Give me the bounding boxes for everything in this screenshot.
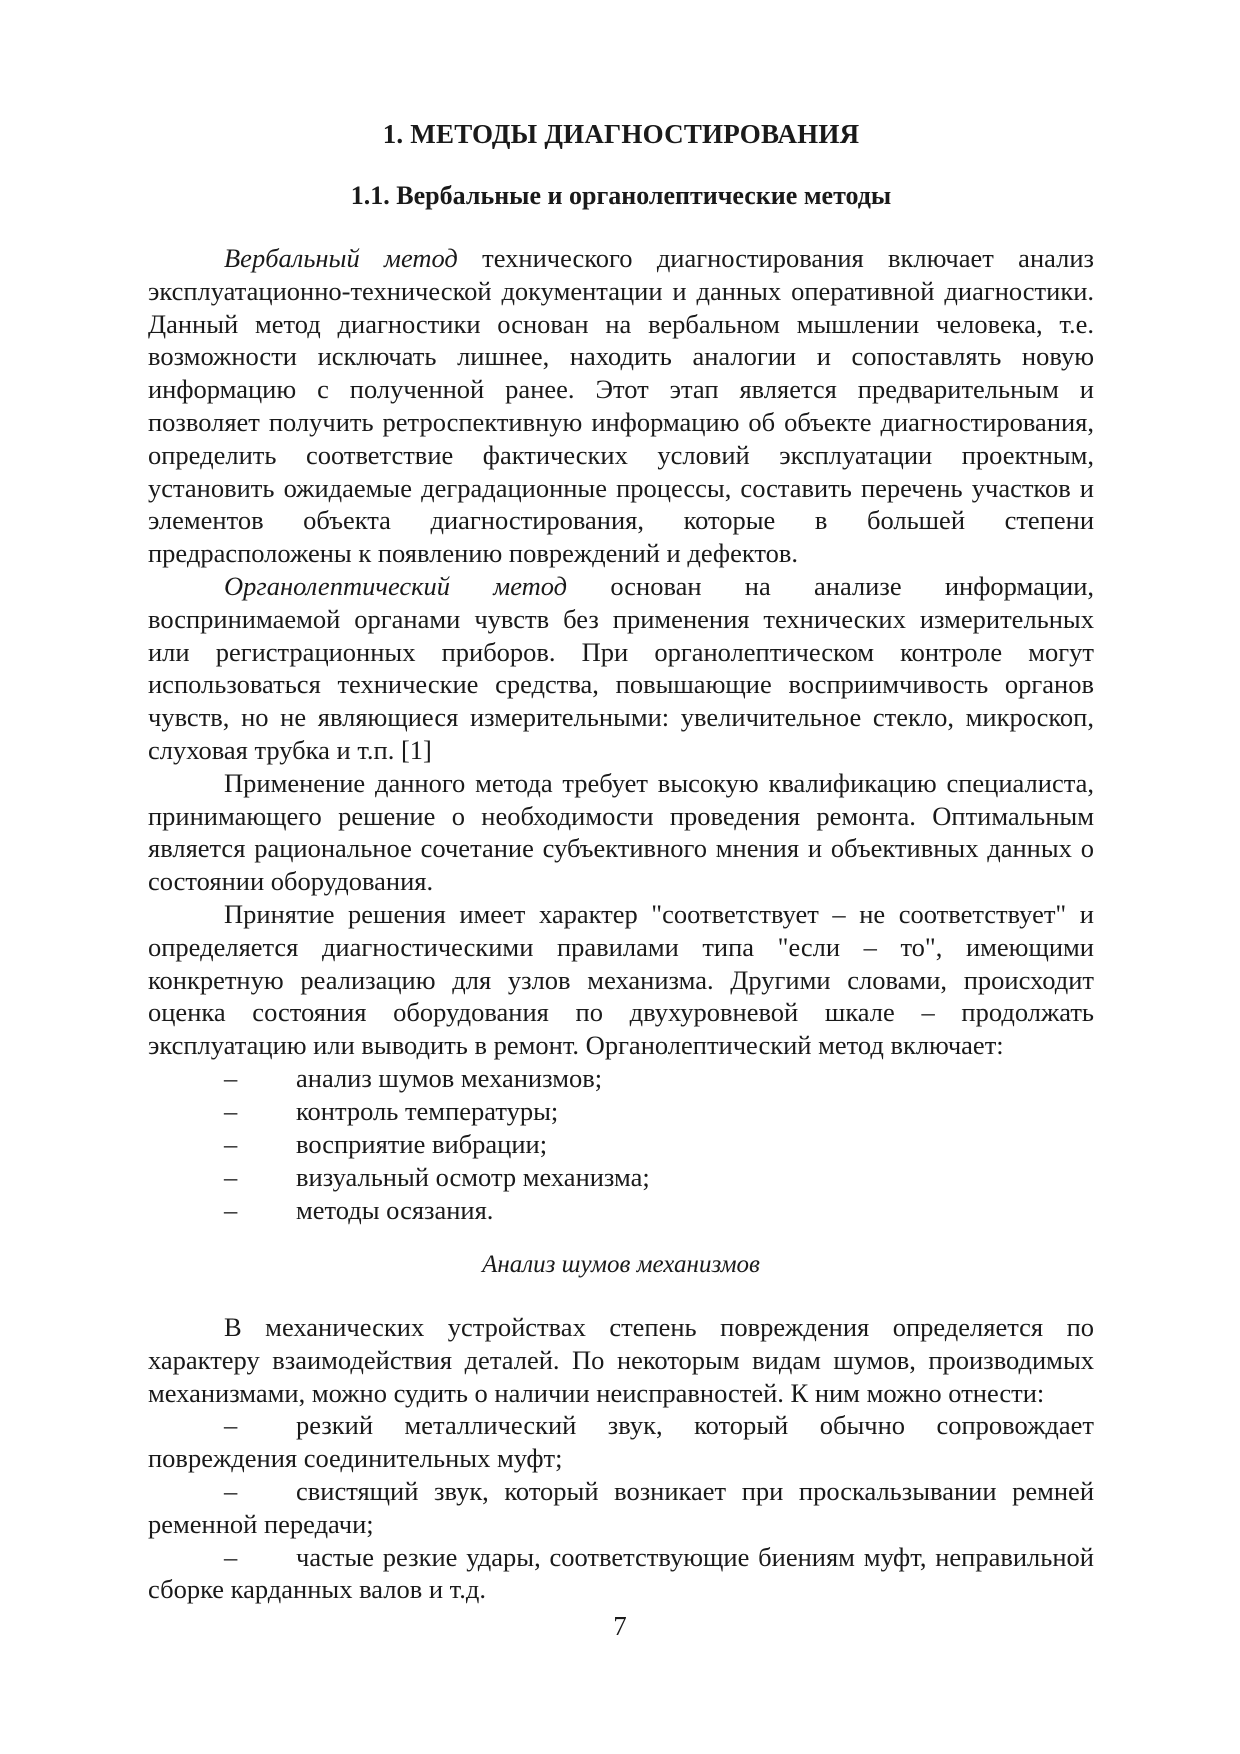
noise-list-item [148, 1409, 1094, 1475]
list-item-text: методы осязания. [296, 1194, 494, 1225]
term-verbal-method: Вербальный метод [224, 243, 458, 273]
paragraph-text: технического диагностирования включает анализ эксплуатационно-технической документации и данных оперативной диагностики. Данный метод диагностики основан на вербальном мышлении человека, т.е. возможности исключать лишнее, находить аналогии и сопоставлять новую информацию с полученной ранее. Этот этап является предварительным и позволяет получить ретроспективную информацию об объекте диагностирования, определить соответствие фактических условий эксплуатации проектным, установить ожидаемые деградационные процессы, составить перечень участков и элементов объекта диагностирования, которые в большей степени предрасположены к появлению повреждений и дефектов. [148, 243, 1094, 569]
dash-marker: – [224, 1194, 238, 1225]
noise-list-item [148, 1541, 1094, 1607]
paragraph-verbal-method [148, 242, 1094, 570]
list-item-text: визуальный осмотр механизма; [296, 1161, 650, 1192]
paragraph-text: основан на анализе информации, воспринимаемой органами чувств без применения технических измерительных или регистрационных приборов. При органолептическом контроле могут использоваться технические средства, повышающие восприимчивость органов чувств, но не являющиеся измерительными: увеличительное стекло, микроскоп, слуховая трубка и т.п. [1] [148, 570, 1094, 765]
list-item-text: восприятие вибрации; [296, 1128, 548, 1159]
subheading-noise-analysis: Анализ шумов механизмов [482, 1250, 760, 1278]
list-item-text: свистящий звук, который возникает при проскальзывании ремней ременной передачи; [148, 1475, 1094, 1539]
dash-marker: – [224, 1062, 238, 1093]
paragraph-qualification: Применение данного метода требует высокую квалификацию специалиста, принимающего решение о необходимости проведения ремонта. Оптимальным является рациональное сочетание субъективного мнения и объективных данных о состоянии оборудования. [148, 767, 1094, 897]
list-item [148, 1062, 1094, 1095]
dash-marker: – [224, 1161, 238, 1192]
dash-marker: – [224, 1410, 238, 1441]
text-column [148, 112, 1094, 1606]
paragraph-noise-intro: В механических устройствах степень повреждения определяется по характеру взаимодействия деталей. По некоторым видам шумов, производимых механизмами, можно судить о наличии неисправностей. К ним можно отнести: [148, 1311, 1094, 1408]
paragraph-decision: Принятие решения имеет характер "соответствует – не соответствует" и определяется диагностическими правилами типа "если – то", имеющими конкретную реализацию для узлов механизма. Другими словами, происходит оценка состояния оборудования по двухуровневой шкале – продолжать эксплуатацию или выводить в ремонт. Органолептический метод включает: [148, 898, 1094, 1061]
method-list [148, 1062, 1094, 1227]
section-title: 1.1. Вербальные и органолептические методы [350, 181, 892, 210]
list-item-text: анализ шумов механизмов; [296, 1062, 603, 1093]
term-organoleptic-method: Органолептический метод [224, 570, 568, 601]
dash-marker: – [224, 1475, 238, 1506]
list-item-text: резкий металлический звук, который обычно сопровождает повреждения соединительных муфт; [148, 1410, 1094, 1474]
list-item [148, 1128, 1094, 1161]
paragraph-organoleptic-method [148, 570, 1094, 767]
list-item-text: частые резкие удары, соответствующие биениям муфт, неправильной сборке карданных валов и т.д. [148, 1541, 1094, 1605]
dash-marker: – [224, 1128, 238, 1159]
list-item-text: контроль температуры; [296, 1095, 559, 1126]
list-item [148, 1194, 1094, 1227]
dash-marker: – [224, 1095, 238, 1126]
list-item [148, 1095, 1094, 1128]
noise-list-item [148, 1475, 1094, 1541]
chapter-title: 1. МЕТОДЫ ДИАГНОСТИРОВАНИЯ [382, 119, 860, 149]
list-item [148, 1161, 1094, 1194]
dash-marker: – [224, 1541, 238, 1572]
page-number: 7 [613, 1611, 627, 1641]
